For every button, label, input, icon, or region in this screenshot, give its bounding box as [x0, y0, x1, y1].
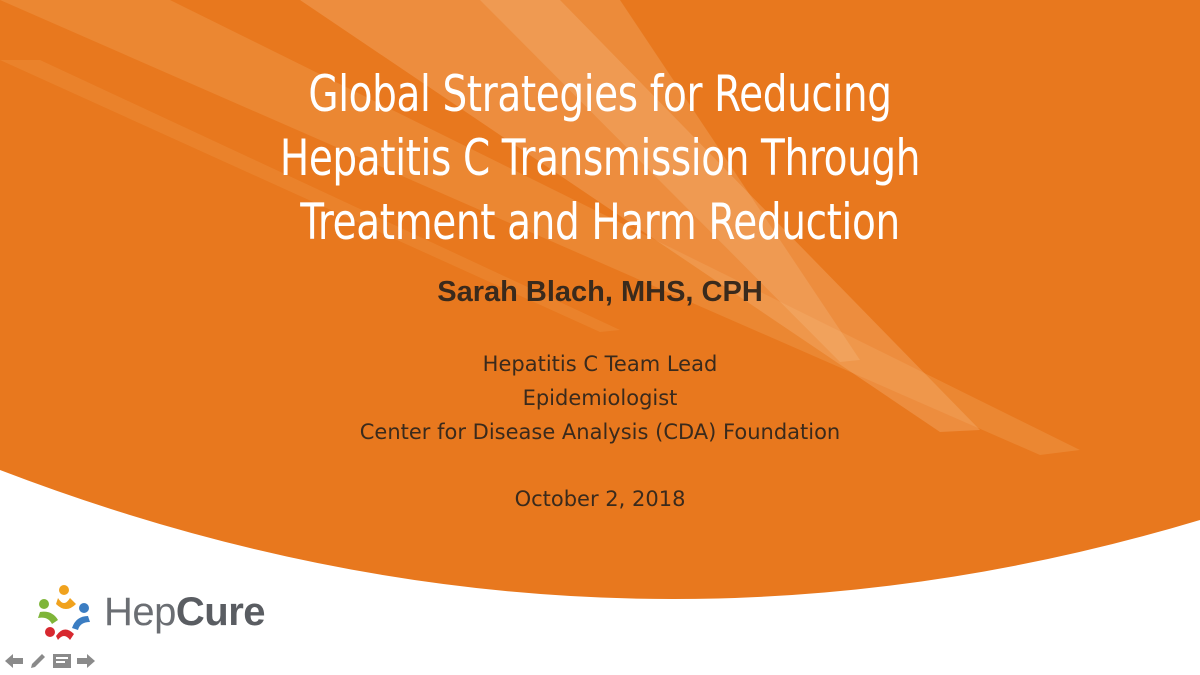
hepcure-wordmark: [104, 590, 265, 635]
hepcure-people-icon: [36, 584, 92, 640]
pen-icon[interactable]: [28, 651, 48, 671]
affiliation-line-2: Epidemiologist: [522, 386, 678, 410]
wordmark-cure: Cure: [175, 590, 266, 634]
hepcure-logo: [36, 584, 276, 640]
presentation-date: October 2, 2018: [514, 487, 686, 511]
affiliation-line-1: Hepatitis C Team Lead: [482, 352, 718, 376]
slide-navigation: [4, 650, 96, 672]
slide-title: Global Strategies for Reducing Hepatitis C Transmission Through Treatment and Harm Reduction: [279, 65, 921, 251]
slide-menu-icon[interactable]: [52, 651, 72, 671]
affiliation-line-3: Center for Disease Analysis (CDA) Foundation: [359, 420, 841, 444]
wordmark-hep: Hep: [104, 590, 176, 634]
presenter-name: Sarah Blach, MHS, CPH: [437, 276, 763, 308]
arrow-left-icon[interactable]: [4, 651, 24, 671]
arrow-right-icon[interactable]: [76, 651, 96, 671]
